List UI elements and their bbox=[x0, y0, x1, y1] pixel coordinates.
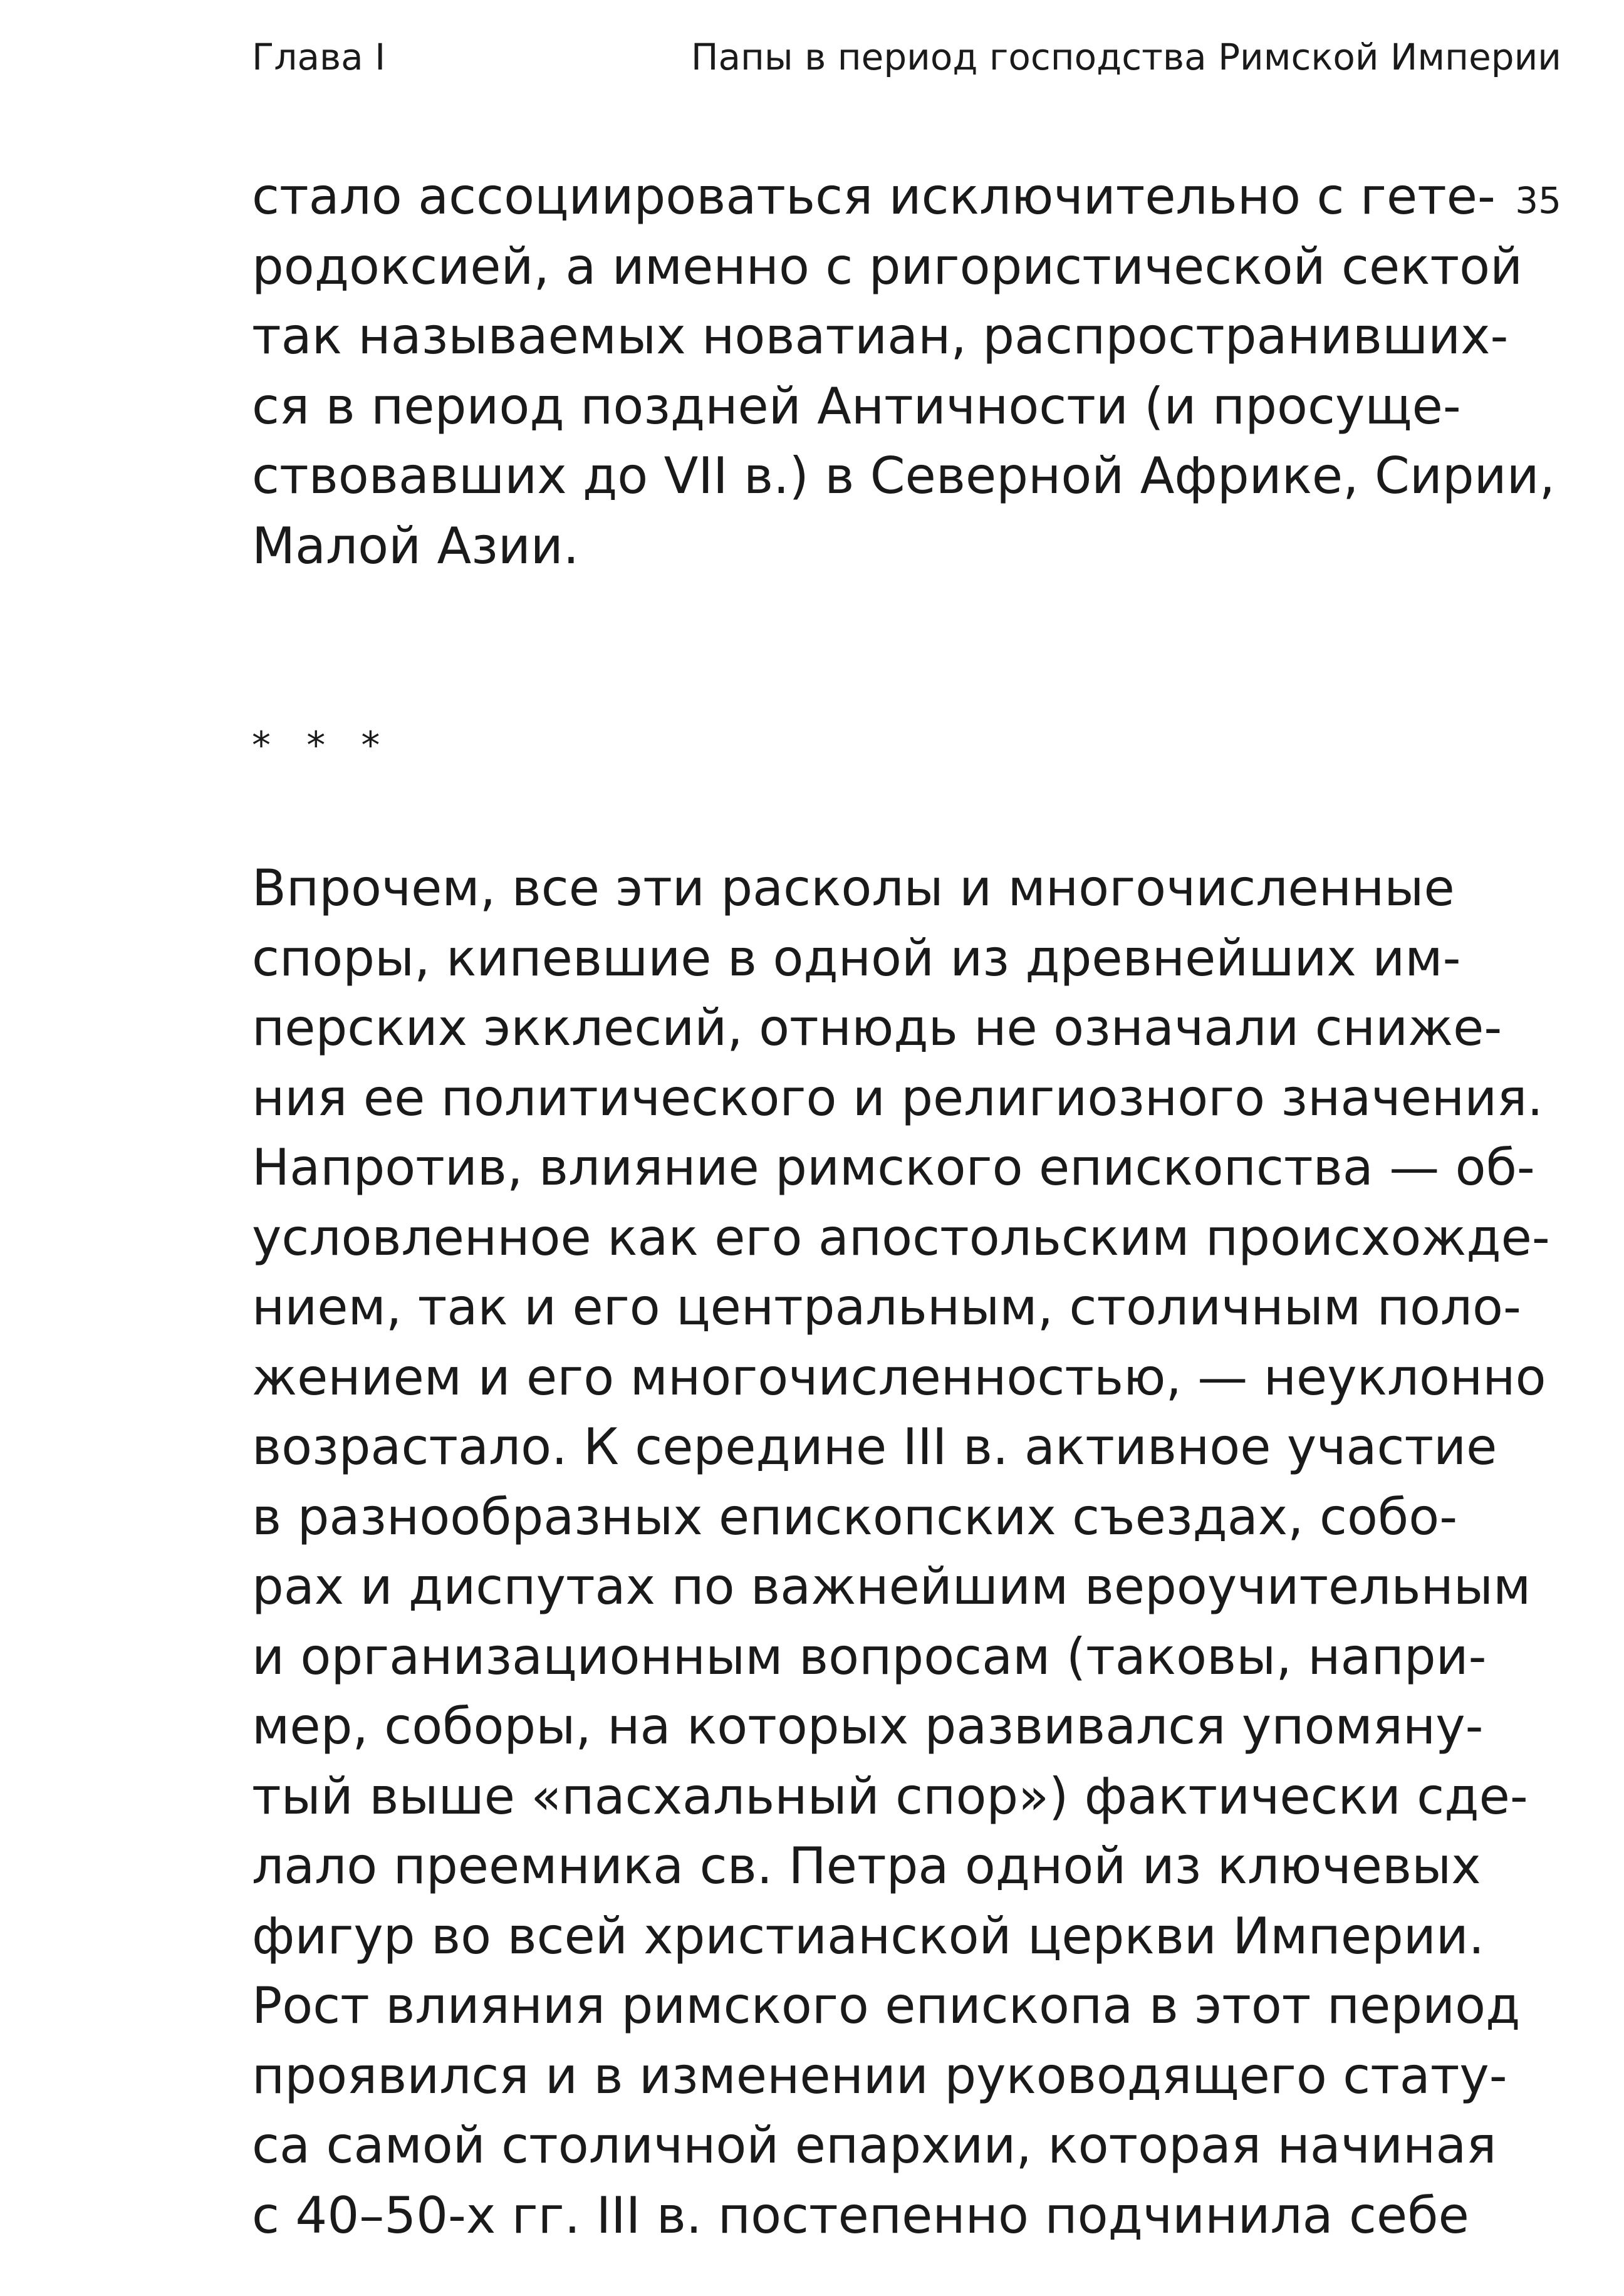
running-head bbox=[252, 29, 1561, 85]
text-line: тый выше «пасхальный спор») фактически сде- bbox=[252, 1767, 1528, 1826]
text-line: условленное как его апостольским происхожде- bbox=[252, 1208, 1550, 1267]
text-line: перских экклесий, отнюдь не означали сниже- bbox=[252, 999, 1502, 1057]
text-line: фигур во всей христианской церкви Империи. bbox=[252, 1906, 1485, 1965]
text-line: ния ее политического и религиозного значения. bbox=[252, 1068, 1543, 1127]
text-line: в разнообразных епископских съездах, собо- bbox=[252, 1487, 1458, 1546]
text-line: Напротив, влияние римского епископства — об- bbox=[252, 1138, 1535, 1197]
running-title: Папы в период господства Римской Империи bbox=[690, 36, 1561, 78]
text-line: с 40–50-х гг. III в. постепенно подчинила себе bbox=[252, 2186, 1469, 2245]
text-line: Малой Азии. bbox=[252, 516, 580, 575]
text-line: Рост влияния римского епископа в этот период bbox=[252, 1977, 1521, 2035]
text-line: споры, кипевшие в одной из древнейших им- bbox=[252, 928, 1461, 987]
text-line: ствовавших до VII в.) в Северной Африке, Сирии, bbox=[252, 447, 1556, 505]
text-line: стало ассоциироваться исключительно с гете- bbox=[252, 167, 1496, 226]
text-line: нием, так и его центральным, столичным поло- bbox=[252, 1278, 1521, 1336]
paragraph-2 bbox=[252, 853, 1550, 2250]
text-line: мер, соборы, на которых развивался упомяну- bbox=[252, 1697, 1484, 1755]
text-line: и организационным вопросам (таковы, напри- bbox=[252, 1627, 1487, 1686]
text-line: Впрочем, все эти расколы и многочисленные bbox=[252, 859, 1455, 917]
text-line: жением и его многочисленностью, — неуклонно bbox=[252, 1348, 1546, 1406]
section-separator: * * * bbox=[252, 724, 380, 767]
text-line: лало преемника св. Петра одной из ключевых bbox=[252, 1837, 1481, 1895]
text-line: рах и диспутах по важнейшим вероучительным bbox=[252, 1557, 1531, 1616]
text-line: так называемых новатиан, распространивших- bbox=[252, 307, 1509, 365]
text-line: родоксией, а именно с ригористической сектой bbox=[252, 237, 1523, 296]
text-line: ся в период поздней Античности (и просуще- bbox=[252, 377, 1461, 435]
text-line: са самой столичной епархии, которая начиная bbox=[252, 2116, 1497, 2174]
text-line: возрастало. К середине III в. активное участие bbox=[252, 1418, 1497, 1476]
text-line: проявился и в изменении руководящего стату- bbox=[252, 2046, 1507, 2105]
page-number: 35 bbox=[1515, 179, 1561, 222]
chapter-label: Глава I bbox=[252, 36, 386, 78]
